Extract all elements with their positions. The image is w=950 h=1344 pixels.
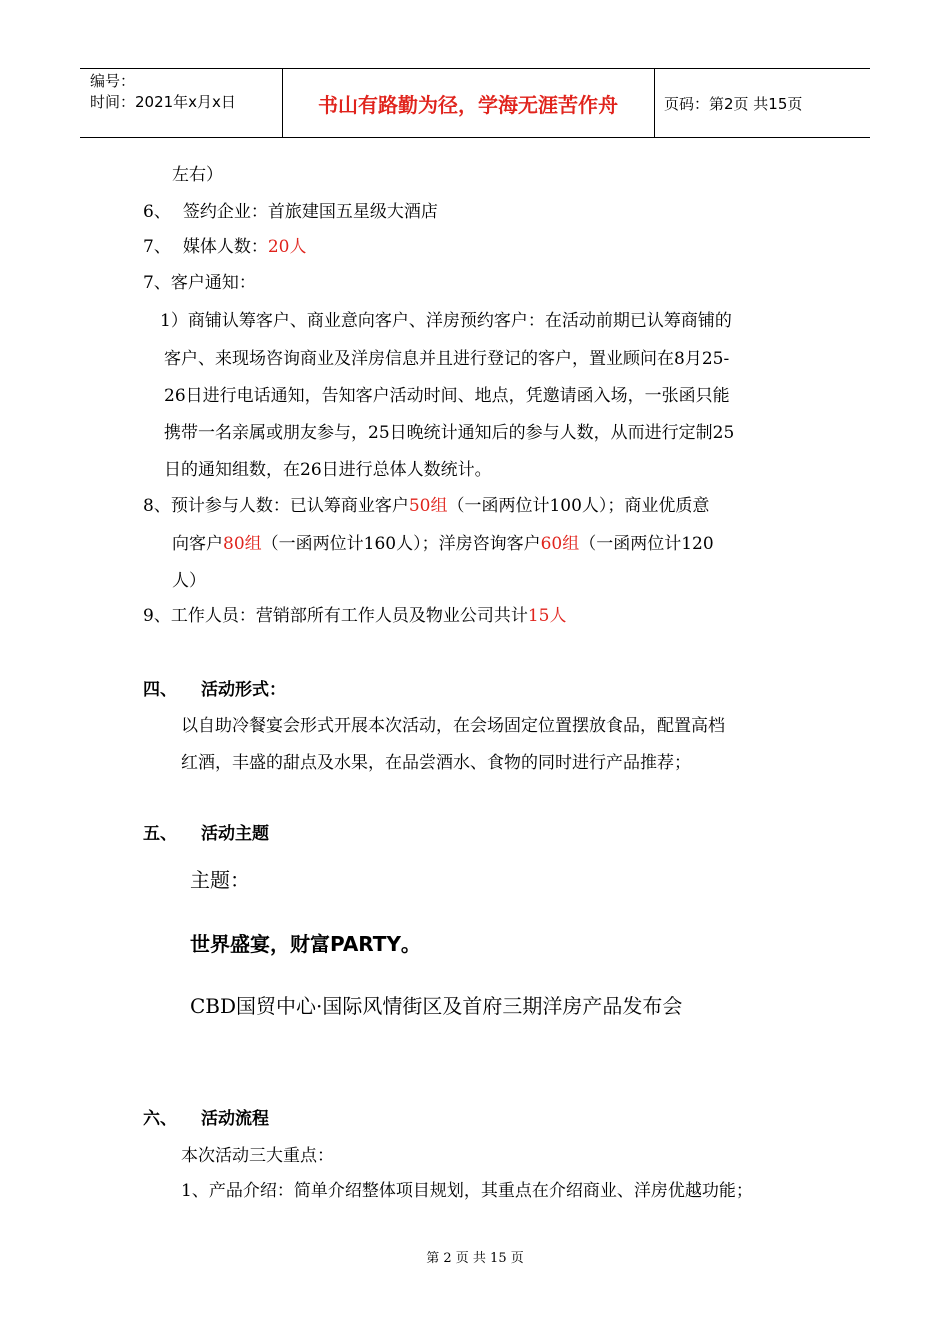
continuation-text: 左右） xyxy=(172,165,223,185)
list-item-text: （一函两位计120 xyxy=(579,534,714,554)
notice-line: 客户、来现场咨询商业及洋房信息并且进行登记的客户，置业顾问在8月25- xyxy=(164,349,730,369)
list-item: 1、产品介绍：简单介绍整体项目规划，其重点在介绍商业、洋房优越功能； xyxy=(181,1181,753,1201)
list-item-8-line xyxy=(172,529,714,554)
subsection-title: 本次活动三大重点： xyxy=(181,1146,334,1166)
section-number: 五、 xyxy=(143,824,177,844)
section-number: 六、 xyxy=(143,1109,177,1129)
list-item-text: 8、预计参与人数：已认筹商业客户 xyxy=(143,496,409,516)
list-item-6 xyxy=(143,197,438,222)
list-item-9 xyxy=(143,601,566,626)
header-divider xyxy=(654,69,655,137)
group-count-value: 80组 xyxy=(223,534,262,554)
notice-line: 1）商铺认筹客户、商业意向客户、洋房预约客户：在活动前期已认筹商铺的 xyxy=(160,311,732,331)
paragraph-line: 以自助冷餐宴会形式开展本次活动，在会场固定位置摆放食品，配置高档 xyxy=(181,716,725,736)
header-page-info: 页码：第2页 共15页 xyxy=(664,95,803,113)
list-item-8-line xyxy=(143,491,709,516)
section-number: 四、 xyxy=(143,680,177,700)
theme-label: 主题： xyxy=(190,868,250,892)
list-item-text: 9、工作人员：营销部所有工作人员及物业公司共计 xyxy=(143,606,528,626)
group-count-value: 50组 xyxy=(408,496,448,516)
list-item-7-notice: 7、客户通知： xyxy=(143,273,256,293)
page-footer: 第 2 页 共 15 页 xyxy=(426,1251,524,1266)
section-title: 活动形式： xyxy=(201,680,286,700)
list-item-text: 媒体人数： xyxy=(182,237,268,257)
list-item-8-line: 人） xyxy=(172,571,206,591)
section-title: 活动流程 xyxy=(201,1109,269,1129)
list-item-text: 向客户 xyxy=(172,534,223,554)
notice-line: 日的通知组数，在26日进行总体人数统计。 xyxy=(164,460,492,480)
document-header xyxy=(80,68,870,138)
media-count-value: 20人 xyxy=(267,237,307,257)
notice-line: 26日进行电话通知，告知客户活动时间、地点，凭邀请函入场，一张函只能 xyxy=(164,386,730,406)
notice-line: 携带一名亲属或朋友参与，25日晚统计通知后的参与人数，从而进行定制25 xyxy=(164,423,735,443)
list-item-text: （一函两位计100人）；商业优质意 xyxy=(447,496,710,516)
list-item-text: （一函两位计160人）；洋房咨询客户 xyxy=(261,534,541,554)
list-item-text: 签约企业：首旅建国五星级大酒店 xyxy=(182,202,438,222)
list-number: 6、 xyxy=(143,202,171,222)
group-count-value: 60组 xyxy=(540,534,580,554)
header-meta xyxy=(90,71,236,113)
header-motto: 书山有路勤为径，学海无涯苦作舟 xyxy=(318,92,618,117)
staff-count-value: 15人 xyxy=(527,606,567,626)
section-title: 活动主题 xyxy=(201,824,269,844)
document-number-label: 编号： xyxy=(90,72,136,90)
paragraph-line: 红酒，丰盛的甜点及水果，在品尝酒水、食物的同时进行产品推荐； xyxy=(181,753,691,773)
theme-main: 世界盛宴，财富PARTY。 xyxy=(190,932,421,956)
theme-subtitle: CBD国贸中心·国际风情街区及首府三期洋房产品发布会 xyxy=(190,994,683,1018)
list-number: 7、 xyxy=(143,237,171,257)
list-item-7-media xyxy=(143,232,306,257)
document-date: 时间：2021年x月x日 xyxy=(90,93,236,111)
